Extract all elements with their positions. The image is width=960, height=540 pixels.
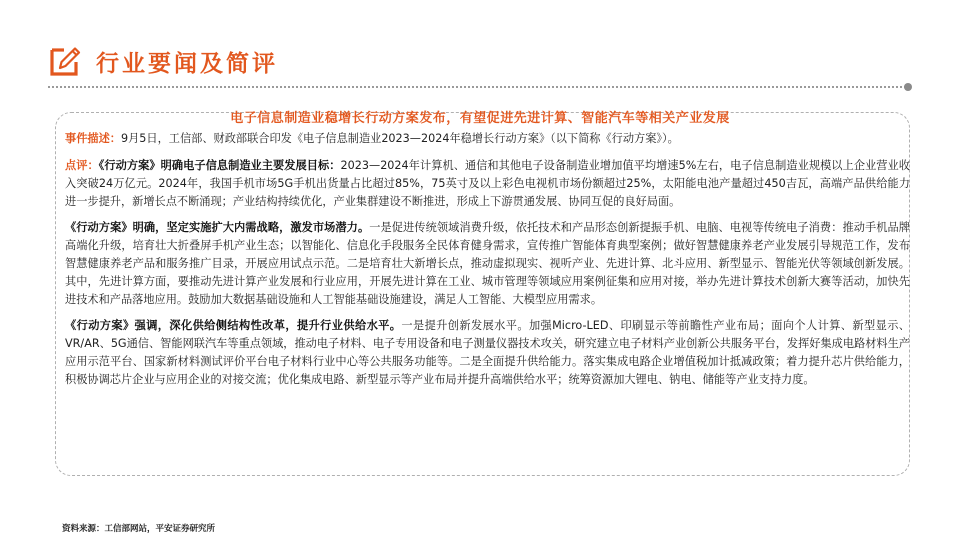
page-title: 行业要闻及简评	[96, 49, 278, 77]
event-paragraph	[65, 130, 910, 148]
comment-text-1: 2023—2024年计算机、通信和其他电子设备制造业增加值平均增速5%左右，电子信息制造业规模以上企业营业收入突破24万亿元。2024年，我国手机市场5G手机出货量占比超过85%，75英寸及以上彩色电视机市场份额超过25%，太阳能电池产量超过450吉瓦，高端产品供给能力进一步提升，新增长点不断涌现；产业结构持续优化，产业集群建设不断推进，形成上下游贯通发展、协同互促的良好局面。	[65, 159, 910, 208]
comment-lead-1: 《行动方案》明确电子信息制造业主要发展目标：	[98, 159, 341, 172]
comment-lead-3: 《行动方案》强调，深化供给侧结构性改革，提升行业供给水平。	[65, 319, 402, 332]
pencil-box-icon	[48, 44, 82, 78]
comment-text-3: 一是提升创新发展水平。加强Micro-LED、印刷显示等前瞻性产业布局；面向个人计算、新型显示、VR/AR、5G通信、智能网联汽车等重点领域，推动电子材料、电子专用设备和电子测量仪器技术攻关，研究建立电子材料产业创新公共服务平台，发挥好集成电路材料生产应用示范平台、国家新材料测试评价平台电子材料行业中心等公共服务功能等。二是全面提升供给能力。落实集成电路企业增值税加计抵减政策；着力提升芯片供给能力，积极协调芯片企业与应用企业的对接交流；优化集成电路、新型显示等产业布局并提升高端供给水平；统筹资源加大锂电、钠电、储能等产业支持力度。	[65, 319, 910, 386]
section-header	[48, 40, 278, 82]
event-text: 9月5日，工信部、财政部联合印发《电子信息制造业2023—2024年稳增长行动方案》（以下简称《行动方案》）。	[120, 132, 679, 145]
comment-paragraph-1	[65, 157, 910, 211]
divider-end-dot	[904, 83, 912, 91]
news-headline: 电子信息制造业稳增长行动方案发布，有望促进先进计算、智能汽车等相关产业发展	[230, 111, 730, 126]
event-label: 事件描述：	[65, 132, 121, 145]
comment-label: 点评：	[65, 159, 99, 172]
comment-text-2: 一是促进传统领域消费升级，依托技术和产品形态创新提振手机、电脑、电视等传统电子消费：推动手机品牌高端化升级，培育壮大折叠屏手机产业生态；以智能化、信息化手段服务全民体育健身需求，宣传推广智能体育典型案例；做好智慧健康养老产业发展引导规范工作，发布智慧健康养老产品和服务推广目录，开展应用试点示范。二是培育壮大新增长点，推动虚拟现实、视听产业、先进计算、北斗应用、新型显示、智能光伏等领域创新发展。其中，先进计算方面，要推动先进计算产业发展和行业应用，开展先进计算在工业、城市管理等领域应用案例征集和应用对接，举办先进计算技术创新大赛等活动，加快先进技术和产品落地应用。鼓励加大数据基础设施和人工智能基础设施建设，满足人工智能、大模型应用需求。	[65, 221, 910, 306]
comment-lead-2: 《行动方案》明确，坚定实施扩大内需战略，激发市场潜力。	[65, 221, 370, 234]
comment-paragraph-3	[65, 317, 910, 389]
comment-paragraph-2	[65, 219, 910, 309]
source-note: 资料来源：工信部网站，平安证券研究所	[62, 524, 216, 534]
header-divider	[48, 86, 910, 88]
content-body	[65, 130, 910, 397]
